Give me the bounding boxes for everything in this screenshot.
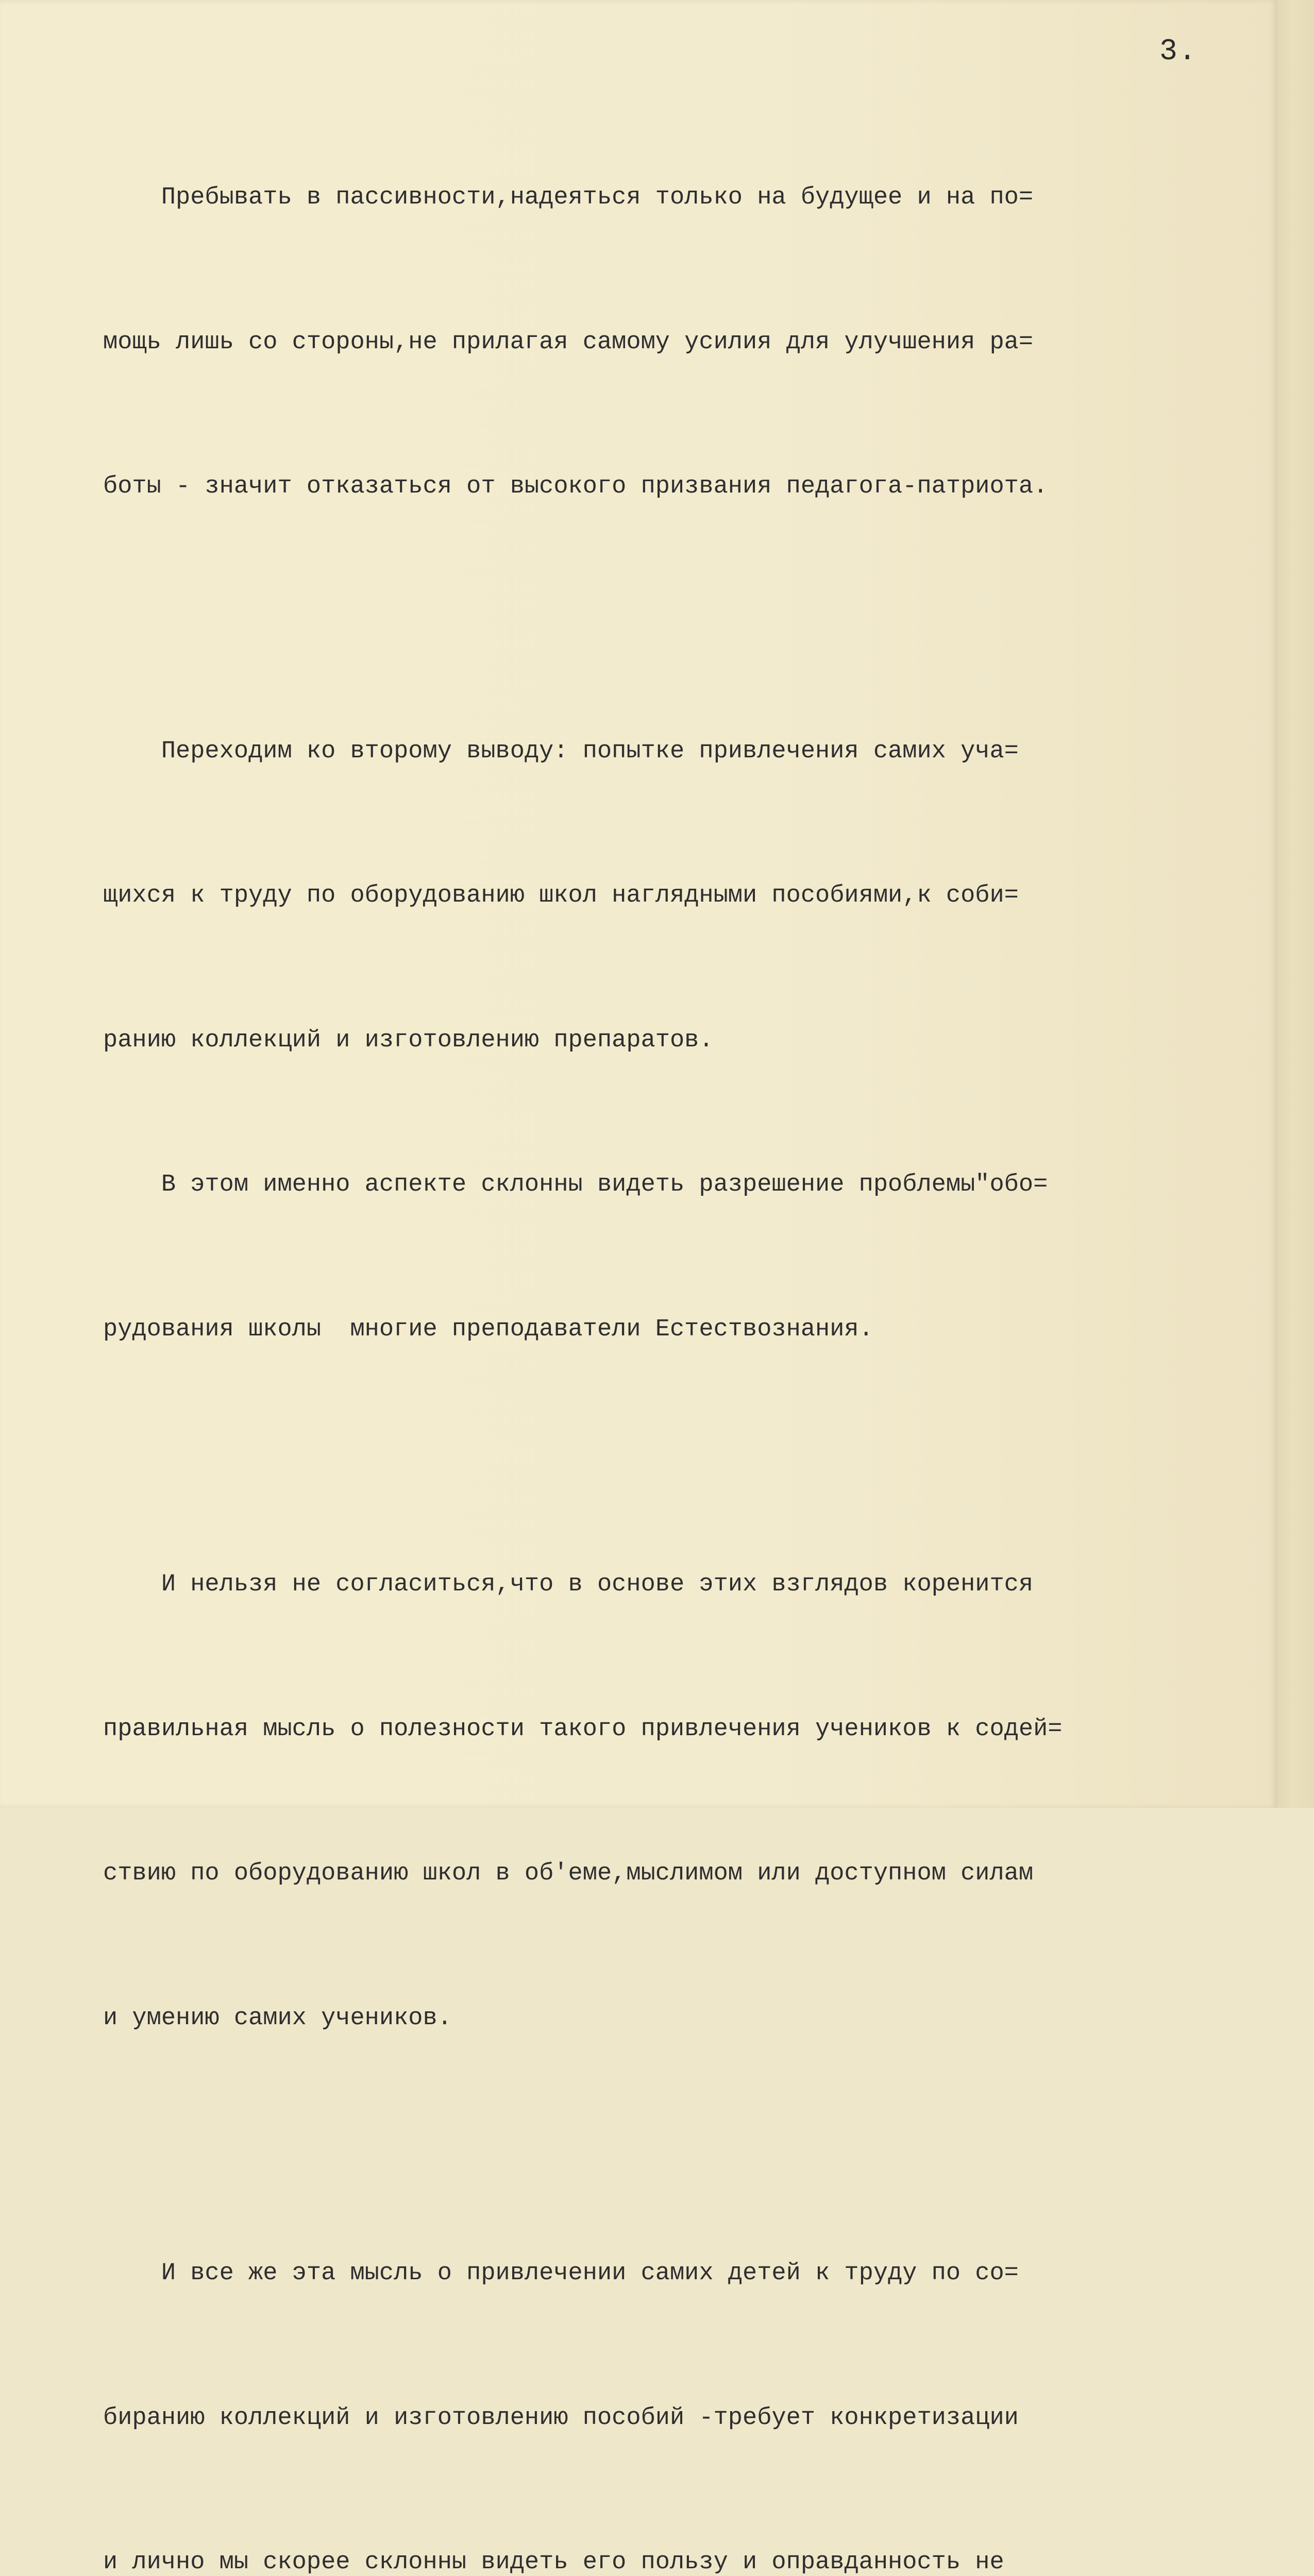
page-number: 3. xyxy=(1159,35,1198,69)
text-line: В этом именно аспекте склонны видеть разрешение проблемы"обо= xyxy=(103,1171,1048,1198)
text-line: мощь лишь со стороны,не прилагая самому усилия для улучшения ра= xyxy=(103,328,1034,356)
text-line: Пребывать в пассивности,надеяться только на будущее и на по= xyxy=(103,184,1034,211)
text-line: щихся к труду по оборудованию школ наглядными пособиями,к соби= xyxy=(103,882,1019,909)
background-edge xyxy=(1277,0,1314,1808)
text-line: ствию по оборудованию школ в об'еме,мыслимом или доступном силам xyxy=(103,1860,1034,1887)
text-line: биранию коллекций и изготовлению пособий -требует конкретизации xyxy=(103,2404,1019,2432)
text-line: И все же эта мысль о привлечении самих детей к труду по со= xyxy=(103,2260,1019,2287)
text-line: И нельзя не согласиться,что в основе этих взглядов коренится xyxy=(103,1571,1034,1598)
text-line: правильная мысль о полезности такого привлечения учеников к содей= xyxy=(103,1715,1063,1743)
text-line: Переходим ко второму выводу: попытке привлечения самих уча= xyxy=(103,737,1019,765)
text-line: рудования школы многие преподаватели Естествознания. xyxy=(103,1315,873,1343)
text-line: боты - значит отказаться от высокого призвания педагога-патриота. xyxy=(103,473,1048,500)
typewritten-text xyxy=(103,77,1268,2576)
text-line: и лично мы скорее склонны видеть его пользу и оправданность не xyxy=(103,2549,1004,2576)
text-line: ранию коллекций и изготовлению препаратов. xyxy=(103,1026,714,1054)
text-line: и умению самих учеников. xyxy=(103,2004,452,2032)
